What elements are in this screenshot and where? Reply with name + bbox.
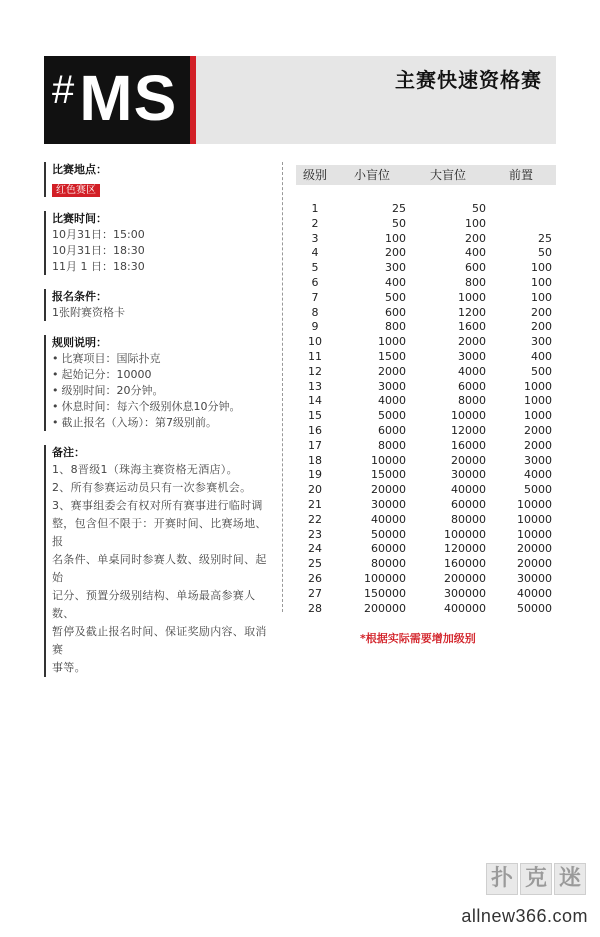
cell-ante: 100 — [531, 275, 552, 289]
cell-ante: 10000 — [517, 512, 552, 526]
cell-big-blind: 1200 — [458, 305, 486, 319]
cell-big-blind: 16000 — [451, 438, 486, 452]
cell-level: 2 — [311, 216, 319, 230]
cell-small-blind: 200 — [385, 246, 406, 260]
cell-big-blind: 3000 — [458, 349, 486, 363]
cell-level: 23 — [308, 527, 322, 541]
cell-ante: 500 — [531, 364, 552, 378]
cell-small-blind: 300 — [385, 261, 406, 275]
cell-small-blind: 1500 — [378, 349, 406, 363]
rules-label: 规则说明： — [52, 336, 107, 349]
cell-ante: 3000 — [524, 453, 552, 467]
cell-big-blind: 1000 — [458, 290, 486, 304]
registration-label: 报名条件： — [52, 290, 107, 303]
cell-ante — [490, 202, 552, 217]
cell-ante: 50 — [538, 246, 552, 260]
cell-small-blind: 5000 — [378, 409, 406, 423]
table-row — [296, 513, 556, 528]
cell-level: 19 — [308, 468, 322, 482]
table-row — [296, 483, 556, 498]
cell-level: 24 — [308, 542, 322, 556]
cell-big-blind: 20000 — [451, 453, 486, 467]
cell-small-blind: 3000 — [378, 379, 406, 393]
cell-level: 15 — [308, 409, 322, 423]
rules-section — [44, 335, 274, 431]
cell-level: 5 — [311, 261, 319, 275]
cell-small-blind: 6000 — [378, 423, 406, 437]
table-row — [296, 409, 556, 424]
cell-big-blind: 800 — [465, 275, 486, 289]
cell-big-blind: 60000 — [451, 497, 486, 511]
cell-level: 26 — [308, 571, 322, 585]
cell-level: 4 — [311, 246, 319, 260]
watermark-char: 克 — [520, 863, 552, 895]
cell-small-blind: 80000 — [371, 557, 406, 571]
cell-ante: 5000 — [524, 483, 552, 497]
notes-line: 名条件、单桌同时参赛人数、级别时间、起始 — [52, 553, 267, 584]
cell-big-blind: 200000 — [444, 571, 486, 585]
table-row — [296, 365, 556, 380]
cell-level: 7 — [311, 290, 319, 304]
watermark-logo — [486, 863, 586, 895]
blind-structure-table — [296, 165, 556, 616]
table-row — [296, 572, 556, 587]
schedule-item: 10月31日：15:00 — [52, 228, 145, 241]
table-row — [296, 202, 556, 217]
notes-line: 2、所有参赛运动员只有一次参赛机会。 — [52, 481, 252, 494]
cell-ante: 200 — [531, 305, 552, 319]
site-url: allnew366.com — [461, 906, 588, 926]
cell-big-blind: 400000 — [444, 601, 486, 615]
footnote: *根据实际需要增加级别 — [360, 632, 476, 645]
notes-section — [44, 445, 274, 677]
location-label: 比赛地点： — [52, 163, 107, 176]
cell-level: 12 — [308, 364, 322, 378]
table-body — [296, 202, 556, 616]
cell-level: 17 — [308, 438, 322, 452]
table-row — [296, 232, 556, 247]
cell-small-blind: 8000 — [378, 438, 406, 452]
cell-ante: 1000 — [524, 409, 552, 423]
cell-ante: 2000 — [524, 423, 552, 437]
cell-level: 13 — [308, 379, 322, 393]
cell-big-blind: 1600 — [458, 320, 486, 334]
cell-small-blind: 30000 — [371, 497, 406, 511]
cell-small-blind: 150000 — [364, 586, 406, 600]
header-level: 级别 — [302, 168, 327, 182]
cell-ante: 200 — [531, 320, 552, 334]
table-row — [296, 380, 556, 395]
rule-item: • 起始记分：10000 — [52, 367, 274, 383]
cell-ante — [490, 217, 552, 232]
cell-small-blind: 25 — [392, 202, 406, 215]
table-row — [296, 557, 556, 572]
cell-level: 16 — [308, 423, 322, 437]
cell-big-blind: 12000 — [451, 423, 486, 437]
logo-hash: # — [52, 68, 76, 112]
info-column — [44, 162, 274, 691]
table-row — [296, 246, 556, 261]
table-row — [296, 276, 556, 291]
table-row — [296, 439, 556, 454]
table-row — [296, 454, 556, 469]
cell-ante: 40000 — [517, 586, 552, 600]
rule-item: • 级别时间：20分钟。 — [52, 383, 274, 399]
cell-ante: 1000 — [524, 379, 552, 393]
cell-ante: 30000 — [517, 571, 552, 585]
logo-red-stripe — [190, 56, 196, 144]
schedule-label: 比赛时间： — [52, 212, 107, 225]
logo-letters: MS — [79, 62, 178, 134]
rule-item: • 休息时间：每六个级别休息10分钟。 — [52, 399, 274, 415]
table-row — [296, 498, 556, 513]
table-row — [296, 291, 556, 306]
rule-item: • 截止报名（入场）：第7级别前。 — [52, 415, 274, 431]
table-row — [296, 306, 556, 321]
cell-small-blind: 800 — [385, 320, 406, 334]
cell-small-blind: 4000 — [378, 394, 406, 408]
notes-line: 1、8晋级1（珠海主赛资格无酒店）。 — [52, 463, 238, 476]
cell-big-blind: 8000 — [458, 394, 486, 408]
cell-big-blind: 100 — [465, 216, 486, 230]
notes-line: 3、赛事组委会有权对所有赛事进行临时调 — [52, 499, 263, 512]
table-row — [296, 350, 556, 365]
table-row — [296, 468, 556, 483]
notes-line: 事等。 — [52, 661, 86, 674]
watermark-char: 扑 — [486, 863, 518, 895]
rule-item: • 比赛项目：国际扑克 — [52, 351, 274, 367]
cell-level: 21 — [308, 497, 322, 511]
table-row — [296, 320, 556, 335]
notes-body — [52, 461, 274, 677]
cell-big-blind: 4000 — [458, 364, 486, 378]
cell-ante: 50000 — [517, 601, 552, 615]
notes-label: 备注： — [52, 446, 85, 459]
cell-small-blind: 200000 — [364, 601, 406, 615]
schedule-item: 10月31日：18:30 — [52, 244, 145, 257]
cell-big-blind: 50 — [472, 202, 486, 215]
registration-value: 1张附赛资格卡 — [52, 306, 125, 319]
cell-small-blind: 400 — [385, 275, 406, 289]
cell-small-blind: 60000 — [371, 542, 406, 556]
cell-level: 8 — [311, 305, 319, 319]
cell-ante: 10000 — [517, 527, 552, 541]
notes-line: 整，包含但不限于：开赛时间、比赛场地、报 — [52, 517, 267, 548]
registration-section — [44, 289, 274, 321]
cell-big-blind: 400 — [465, 246, 486, 260]
cell-small-blind: 1000 — [378, 335, 406, 349]
cell-ante: 300 — [531, 335, 552, 349]
cell-big-blind: 6000 — [458, 379, 486, 393]
schedule-section — [44, 211, 274, 275]
table-row — [296, 602, 556, 617]
cell-big-blind: 600 — [465, 261, 486, 275]
cell-small-blind: 50000 — [371, 527, 406, 541]
cell-level: 10 — [308, 335, 322, 349]
cell-ante: 1000 — [524, 394, 552, 408]
cell-big-blind: 10000 — [451, 409, 486, 423]
cell-ante: 400 — [531, 349, 552, 363]
cell-level: 18 — [308, 453, 322, 467]
cell-small-blind: 15000 — [371, 468, 406, 482]
notes-line: 记分、预置分级别结构、单场最高参赛人数、 — [52, 589, 256, 620]
header-small-blind: 小盲位 — [353, 168, 390, 182]
cell-ante: 20000 — [517, 542, 552, 556]
cell-small-blind: 2000 — [378, 364, 406, 378]
cell-ante: 100 — [531, 290, 552, 304]
cell-ante: 2000 — [524, 438, 552, 452]
cell-big-blind: 2000 — [458, 335, 486, 349]
cell-ante: 10000 — [517, 497, 552, 511]
cell-big-blind: 160000 — [444, 557, 486, 571]
cell-small-blind: 500 — [385, 290, 406, 304]
cell-ante: 100 — [531, 261, 552, 275]
logo-text — [52, 52, 177, 144]
schedule-item: 11月 1 日：18:30 — [52, 260, 145, 273]
cell-level: 6 — [311, 275, 319, 289]
table-row — [296, 261, 556, 276]
header-ante: 前置 — [508, 168, 533, 182]
table-row — [296, 587, 556, 602]
cell-big-blind: 200 — [465, 231, 486, 245]
table-row — [296, 424, 556, 439]
cell-big-blind: 80000 — [451, 512, 486, 526]
cell-small-blind: 600 — [385, 305, 406, 319]
cell-level: 9 — [311, 320, 319, 334]
column-divider — [282, 162, 283, 612]
table-row — [296, 528, 556, 543]
table-header — [296, 165, 556, 185]
cell-ante: 25 — [538, 231, 552, 245]
cell-big-blind: 120000 — [444, 542, 486, 556]
cell-level: 25 — [308, 557, 322, 571]
cell-level: 14 — [308, 394, 322, 408]
location-badge: 红色赛区 — [52, 184, 100, 197]
notes-line: 暂停及截止报名时间、保证奖励内容、取消赛 — [52, 625, 267, 656]
cell-level: 11 — [308, 349, 322, 363]
cell-level: 28 — [308, 601, 322, 615]
location-section — [44, 162, 274, 197]
cell-big-blind: 100000 — [444, 527, 486, 541]
cell-big-blind: 30000 — [451, 468, 486, 482]
cell-big-blind: 300000 — [444, 586, 486, 600]
table-row — [296, 394, 556, 409]
cell-ante: 20000 — [517, 557, 552, 571]
cell-small-blind: 10000 — [371, 453, 406, 467]
page-title: 主赛快速资格赛 — [395, 68, 542, 92]
cell-level: 1 — [311, 202, 319, 215]
cell-big-blind: 40000 — [451, 483, 486, 497]
cell-small-blind: 50 — [392, 216, 406, 230]
cell-small-blind: 100 — [385, 231, 406, 245]
cell-small-blind: 40000 — [371, 512, 406, 526]
table-row — [296, 217, 556, 232]
table-row — [296, 542, 556, 557]
cell-level: 20 — [308, 483, 322, 497]
cell-small-blind: 100000 — [364, 571, 406, 585]
cell-ante: 4000 — [524, 468, 552, 482]
cell-level: 22 — [308, 512, 322, 526]
header-big-blind: 大盲位 — [429, 168, 466, 182]
cell-small-blind: 20000 — [371, 483, 406, 497]
table-row — [296, 335, 556, 350]
watermark-char: 迷 — [554, 863, 586, 895]
cell-level: 27 — [308, 586, 322, 600]
cell-level: 3 — [311, 231, 319, 245]
